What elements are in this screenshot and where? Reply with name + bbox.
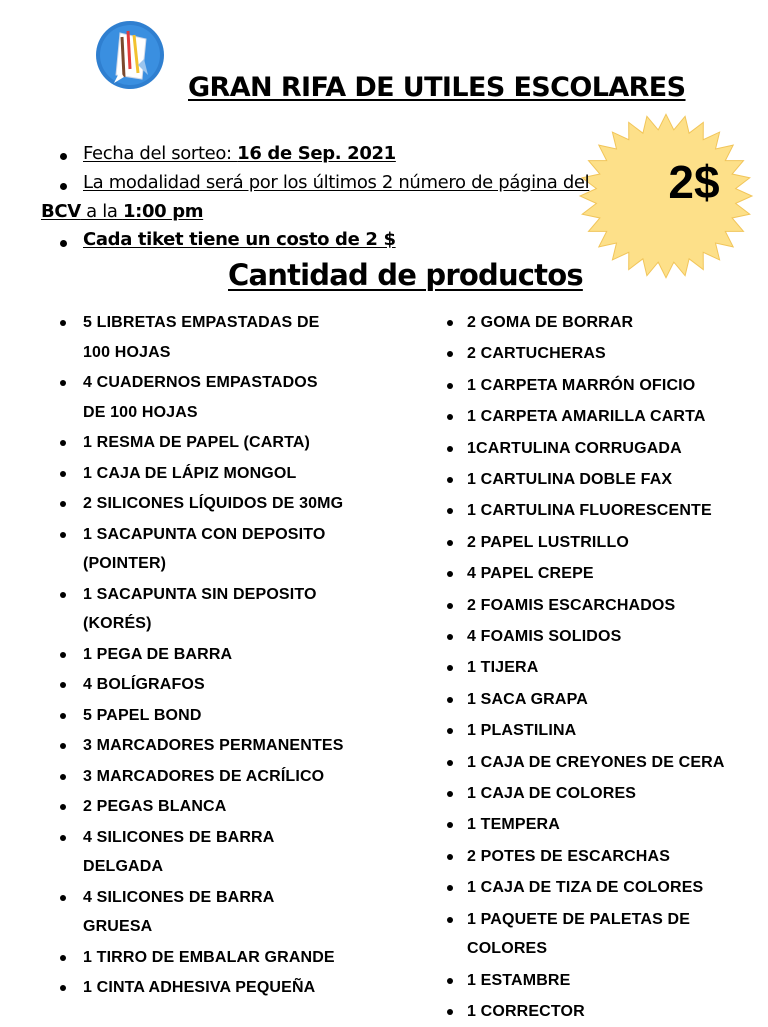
product-item-label: 1 PAQUETE DE PALETAS DE — [467, 910, 691, 928]
draw-mode-bcv: BCV — [41, 201, 81, 222]
bullet-icon — [60, 471, 66, 477]
product-item-label: DELGADA — [83, 858, 164, 875]
product-item-label: 4 PAPEL CREPE — [467, 565, 594, 583]
product-item-label: 2 PAPEL LUSTRILLO — [467, 533, 629, 551]
raffle-title: GRAN RIFA DE UTILES ESCOLARES — [188, 72, 686, 103]
bullet-icon — [447, 760, 453, 766]
product-item-label: 1 CARPETA MARRÓN OFICIO — [467, 376, 696, 394]
bullet-icon — [60, 532, 66, 538]
product-item-label: 5 PAPEL BOND — [83, 706, 202, 724]
draw-date-line — [83, 143, 396, 164]
bullet-icon — [447, 791, 453, 797]
bullet-icon — [447, 603, 453, 609]
bullet-icon — [447, 414, 453, 420]
product-item-label: 1 CARPETA AMARILLA CARTA — [467, 408, 706, 426]
bullet-icon — [447, 728, 453, 734]
bullet-icon — [447, 978, 453, 984]
product-item-label: 1 RESMA DE PAPEL (CARTA) — [83, 434, 311, 451]
product-item-label: (KORÉS) — [83, 615, 152, 632]
bullet-icon — [60, 153, 67, 160]
bullet-icon — [60, 320, 66, 326]
ticket-cost: Cada tiket tiene un costo de 2 $ — [83, 229, 396, 250]
products-section-title: Cantidad de productos — [228, 258, 583, 292]
product-item-label: 2 CARTUCHERAS — [467, 345, 606, 363]
school-logo-icon — [94, 19, 166, 91]
bullet-icon — [60, 380, 66, 386]
product-item-label: 3 MARCADORES PERMANENTES — [83, 737, 344, 754]
draw-mode-a-la: a la — [80, 201, 123, 222]
product-item-label: GRUESA — [83, 918, 153, 935]
product-item-label: 2 SILICONES LÍQUIDOS DE 30MG — [83, 495, 344, 512]
bullet-icon — [447, 665, 453, 671]
bullet-icon — [447, 383, 453, 389]
bullet-icon — [447, 508, 453, 514]
draw-mode-line2 — [41, 201, 203, 222]
product-item-label: 5 LIBRETAS EMPASTADAS DE — [83, 314, 320, 331]
product-item-label: 1 PEGA DE BARRA — [83, 645, 233, 663]
product-item-label: (POINTER) — [83, 555, 167, 572]
product-item-label: 1 CAJA DE TIZA DE COLORES — [467, 879, 704, 897]
product-item-label: 1 SACAPUNTA CON DEPOSITO — [83, 525, 326, 543]
product-item-label: 2 PEGAS BLANCA — [83, 798, 227, 815]
product-item-label: 1 CAJA DE CREYONES DE CERA — [467, 753, 725, 771]
bullet-icon — [60, 774, 66, 780]
bullet-icon — [60, 501, 66, 507]
product-item-label: 2 FOAMIS ESCARCHADOS — [467, 596, 676, 614]
bullet-icon — [60, 183, 67, 190]
product-item-label: 1 CINTA ADHESIVA PEQUEÑA — [83, 979, 316, 996]
bullet-icon — [447, 885, 453, 891]
product-item-label: DE 100 HOJAS — [83, 403, 198, 421]
product-item-label: 1 CAJA DE LÁPIZ MONGOL — [83, 464, 297, 482]
product-item-label: 100 HOJAS — [83, 343, 171, 361]
product-item-label: 1 SACAPUNTA SIN DEPOSITO — [83, 585, 317, 603]
product-item-label: 1 TIRRO DE EMBALAR GRANDE — [83, 948, 335, 966]
draw-mode-time: 1:00 pm — [122, 201, 204, 222]
product-item-label: 3 MARCADORES DE ACRÍLICO — [83, 767, 325, 785]
bullet-icon — [447, 351, 453, 357]
product-item-label: 1CARTULINA CORRUGADA — [467, 439, 682, 457]
bullet-icon — [447, 540, 453, 546]
product-item-label: 4 SILICONES DE BARRA — [83, 828, 275, 846]
bullet-icon — [60, 592, 66, 598]
bullet-icon — [447, 571, 453, 577]
bullet-icon — [60, 652, 66, 658]
product-item-label: 1 CARTULINA FLUORESCENTE — [467, 502, 712, 520]
product-item-label: 2 GOMA DE BORRAR — [467, 314, 634, 331]
bullet-icon — [60, 835, 66, 841]
product-item-label: 4 CUADERNOS EMPASTADOS — [83, 374, 318, 391]
draw-date-value: 16 de Sep. 2021 — [237, 143, 396, 164]
bullet-icon — [60, 804, 66, 810]
bullet-icon — [60, 955, 66, 961]
bullet-icon — [60, 713, 66, 719]
product-item-label: COLORES — [467, 940, 548, 958]
bullet-icon — [60, 440, 66, 446]
product-item-label: 1 TEMPERA — [467, 816, 560, 834]
product-item-label: 1 CAJA DE COLORES — [467, 785, 637, 802]
bullet-icon — [447, 854, 453, 860]
product-item-label: 1 SACA GRAPA — [467, 690, 588, 708]
product-item-label: 1 TIJERA — [467, 659, 539, 677]
product-item-label: 2 POTES DE ESCARCHAS — [467, 847, 671, 865]
product-item-label: 1 PLASTILINA — [467, 722, 577, 740]
bullet-icon — [60, 682, 66, 688]
product-item-label: 1 ESTAMBRE — [467, 971, 571, 989]
bullet-icon — [60, 985, 66, 991]
bullet-icon — [447, 917, 453, 923]
price-badge-text: 2$ — [668, 156, 720, 208]
bullet-icon — [60, 743, 66, 749]
bullet-icon — [60, 895, 66, 901]
product-item-label: 1 CARTULINA DOBLE FAX — [467, 471, 673, 488]
bullet-icon — [447, 446, 453, 452]
product-item-label: 1 CORRECTOR — [467, 1003, 585, 1021]
draw-mode-line1: La modalidad será por los últimos 2 número de página del — [83, 172, 590, 193]
product-item-label: 4 BOLÍGRAFOS — [83, 676, 205, 693]
bullet-icon — [447, 320, 453, 326]
product-item-label: 4 FOAMIS SOLIDOS — [467, 628, 622, 645]
draw-date-label: Fecha del sorteo: — [83, 143, 238, 164]
bullet-icon — [60, 240, 67, 247]
price-badge-starburst — [576, 112, 756, 280]
bullet-icon — [447, 477, 453, 483]
product-item-label: 4 SILICONES DE BARRA — [83, 888, 275, 906]
bullet-icon — [447, 1009, 453, 1015]
bullet-icon — [447, 697, 453, 703]
bullet-icon — [447, 822, 453, 828]
bullet-icon — [447, 634, 453, 640]
